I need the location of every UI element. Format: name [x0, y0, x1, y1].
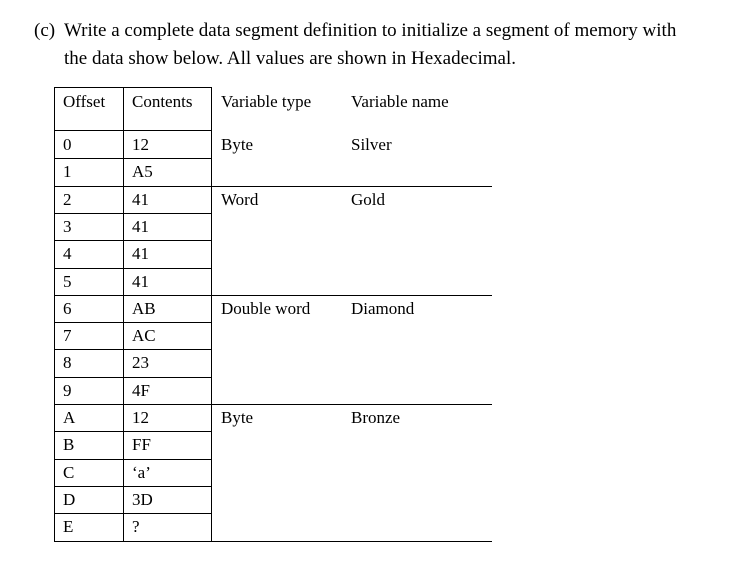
contents-cell: AC: [132, 326, 156, 346]
table-border-left: [54, 87, 55, 541]
row-divider: [54, 513, 212, 514]
offset-cell: 8: [63, 353, 72, 373]
variable-name-cell: [341, 459, 492, 486]
group-divider: [54, 295, 492, 296]
variable-name-cell: [341, 322, 492, 349]
variable-type-cell: [211, 513, 341, 540]
contents-cell: 41: [132, 244, 149, 264]
question-line-2: the data show below. All values are shown in Hexadecimal.: [64, 48, 517, 69]
offset-cell: A: [63, 408, 76, 427]
table-row: [54, 404, 492, 431]
row-divider: [54, 349, 212, 350]
offset-cell: C: [63, 462, 75, 482]
table-row: [54, 513, 492, 540]
header-divider: [54, 130, 212, 131]
offset-cell: 3: [63, 216, 72, 236]
contents-cell: 41: [132, 216, 149, 236]
group-divider: [54, 404, 492, 405]
contents-cell: AB: [132, 298, 156, 318]
variable-type-cell: Word: [221, 189, 259, 209]
row-divider: [54, 240, 212, 241]
variable-name-cell: [341, 377, 492, 404]
variable-type-cell: [211, 377, 341, 404]
variable-name-cell: [341, 349, 492, 376]
variable-name-cell: Bronze: [351, 408, 401, 427]
table-row: [54, 431, 492, 458]
contents-cell: 12: [132, 135, 149, 154]
row-divider: [54, 377, 212, 378]
variable-name-cell: [341, 431, 492, 458]
question-line-1-text: Write a complete data segment definition to initialize a segment of memory with: [64, 20, 677, 41]
variable-name-cell: [341, 513, 492, 540]
table-divider-offset: [123, 87, 124, 541]
contents-cell: ?: [132, 517, 140, 537]
contents-cell: A5: [132, 162, 153, 182]
variable-type-cell: [211, 268, 341, 295]
row-divider: [54, 459, 212, 460]
offset-cell: 1: [63, 162, 72, 182]
variable-type-cell: [211, 213, 341, 240]
variable-type-cell: [211, 158, 341, 185]
table-row: [54, 131, 492, 158]
offset-cell: 5: [63, 271, 72, 291]
contents-cell: 41: [132, 271, 149, 291]
table-row: [54, 486, 492, 513]
table-row: [54, 349, 492, 376]
row-divider: [54, 431, 212, 432]
offset-cell: 9: [63, 380, 72, 400]
table-header-row: [54, 87, 492, 117]
offset-cell: 6: [63, 298, 72, 318]
contents-cell: ‘a’: [132, 462, 151, 482]
table-row: [54, 377, 492, 404]
table-row: [54, 268, 492, 295]
header-contents: Contents: [132, 92, 193, 111]
variable-type-cell: Double word: [221, 298, 311, 318]
table-row: [54, 186, 492, 213]
contents-cell: 3D: [132, 489, 153, 509]
offset-cell: 2: [63, 189, 72, 209]
contents-cell: 41: [132, 189, 149, 209]
header-offset: Offset: [63, 92, 106, 111]
table-border-top: [54, 87, 212, 88]
variable-type-cell: Byte: [221, 135, 254, 154]
header-variable-name: Variable name: [351, 92, 449, 111]
table-border-bottom: [54, 541, 492, 542]
variable-name-cell: Diamond: [351, 298, 415, 318]
question-line-1: [34, 17, 734, 45]
question-text: [34, 17, 734, 73]
variable-name-cell: [341, 213, 492, 240]
row-divider: [54, 158, 212, 159]
contents-cell: 4F: [132, 380, 150, 400]
variable-type-cell: [211, 486, 341, 513]
row-divider: [54, 213, 212, 214]
table-row: [54, 158, 492, 185]
variable-name-cell: [341, 158, 492, 185]
contents-cell: 12: [132, 408, 149, 427]
offset-cell: E: [63, 517, 74, 537]
table-row: [54, 240, 492, 267]
table-row: [54, 322, 492, 349]
table-row: [54, 213, 492, 240]
contents-cell: 23: [132, 353, 149, 373]
variable-type-cell: Byte: [221, 408, 254, 427]
variable-type-cell: [211, 349, 341, 376]
question-label: (c): [34, 20, 56, 41]
offset-cell: D: [63, 489, 76, 509]
variable-name-cell: [341, 240, 492, 267]
variable-type-cell: [211, 459, 341, 486]
table-divider-contents: [211, 87, 212, 541]
row-divider: [54, 486, 212, 487]
contents-cell: FF: [132, 435, 151, 455]
group-divider: [54, 186, 492, 187]
offset-cell: 4: [63, 244, 72, 264]
table-row: [54, 295, 492, 322]
header-variable-type: Variable type: [221, 92, 312, 111]
variable-name-cell: [341, 268, 492, 295]
variable-type-cell: [211, 431, 341, 458]
offset-cell: B: [63, 435, 75, 455]
offset-cell: 0: [63, 135, 72, 154]
variable-name-cell: Silver: [351, 135, 392, 154]
row-divider: [54, 322, 212, 323]
row-divider: [54, 268, 212, 269]
variable-name-cell: Gold: [351, 189, 385, 209]
variable-name-cell: [341, 486, 492, 513]
table-row: [54, 459, 492, 486]
offset-cell: 7: [63, 326, 72, 346]
variable-type-cell: [211, 322, 341, 349]
variable-type-cell: [211, 240, 341, 267]
